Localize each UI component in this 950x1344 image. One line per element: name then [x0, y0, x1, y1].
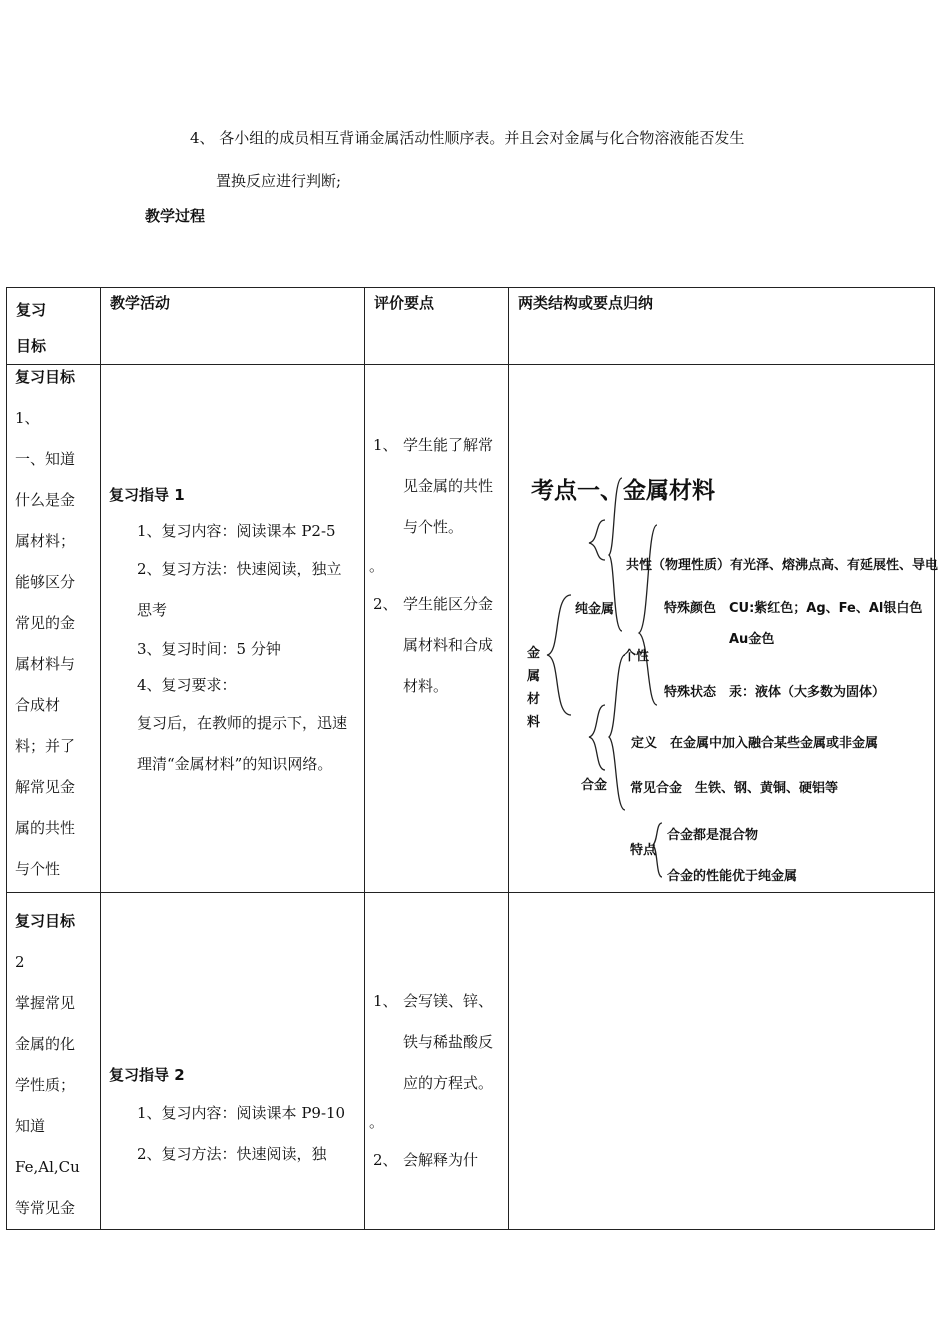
row2-goal-line: Fe,Al,Cu	[15, 1158, 80, 1176]
row1-goal-line: 常见的金	[15, 614, 76, 632]
row2-goal-line: 学性质；	[15, 1076, 76, 1094]
row1-goal-line: 合成材	[15, 696, 61, 714]
row2-activity-cell	[101, 893, 365, 1230]
row1-goal-line: 解常见金	[15, 778, 76, 796]
row1-goal-line: 什么是金	[15, 491, 76, 509]
intro-item-4-line2: 置换反应进行判断;	[216, 172, 342, 190]
row2-goal-line: 金属的化	[15, 1035, 76, 1053]
row2-goal-line: 等常见金	[15, 1199, 76, 1217]
row2-evaluation-cell	[365, 893, 509, 1230]
row2-eval-item: 1、 会写镁、锌、铁与稀盐酸反应的方程式。	[373, 992, 494, 1092]
diagram-individuality: 个性	[623, 649, 650, 664]
row1-eval-dot: 。	[369, 557, 385, 575]
row1-activity-cell	[101, 365, 365, 893]
row2-goal-line: 掌握常见	[15, 994, 76, 1012]
diagram-feature-2: 合金的性能优于纯金属	[667, 869, 798, 884]
row2-goal-line: 2	[15, 953, 25, 971]
diagram-special-color: 特殊颜色 CU:紫红色；Ag、Fe、Al银白色	[664, 601, 923, 616]
row1-goal-line: 属材料与	[15, 655, 76, 673]
row1-evaluation-cell	[365, 365, 509, 893]
row1-guide-item: 3、复习时间：5 分钟	[137, 640, 281, 658]
diagram-common-property: 共性（物理性质）有光泽、熔沸点高、有延展性、导电	[626, 558, 939, 573]
diagram-title: 考点一、金属材料	[531, 478, 715, 504]
row2-eval-item: 2、 会解释为什	[373, 1151, 479, 1169]
row1-goal-line: 料；并了	[15, 737, 76, 755]
header-summary: 两类结构或要点归纳	[509, 288, 935, 365]
row1-goal-cell	[7, 365, 101, 893]
diagram-pure-metal: 纯金属	[575, 602, 615, 617]
intro-item-4-line1: 4、 各小组的成员相互背诵金属活动性顺序表。并且会对金属与化合物溶液能否发生	[190, 129, 745, 147]
metal-materials-diagram	[509, 365, 939, 890]
row1-goal-line: 能够区分	[15, 573, 76, 591]
header-goal-line2: 目标	[16, 337, 47, 355]
row2-goal-line: 知道	[15, 1117, 46, 1135]
diagram-special-state: 特殊状态 汞：液体（大多数为固体）	[664, 685, 886, 700]
table-row	[7, 365, 935, 893]
row1-eval-item: 1、 学生能了解常见金属的共性与个性。	[373, 436, 494, 536]
diagram-alloy-features: 特点	[630, 843, 657, 858]
row2-guide-item: 2、复习方法：快速阅读，独	[137, 1145, 327, 1163]
row2-summary-cell	[509, 893, 935, 1230]
row2-goal-title: 复习目标	[15, 912, 76, 930]
row1-eval-item: 2、 学生能区分金属材料和合成材料。	[373, 595, 494, 695]
row2-goal-cell	[7, 893, 101, 1230]
row1-goal-line: 1、	[15, 409, 40, 427]
row1-guide-item: 2、复习方法：快速阅读，独立思考	[137, 560, 342, 619]
row1-guide-item: 1、复习内容：阅读课本 P2-5	[137, 522, 336, 540]
table-header-row	[7, 288, 935, 365]
section-title: 教学过程	[145, 207, 206, 225]
row1-goal-title: 复习目标	[15, 368, 76, 386]
row2-eval-dot: 。	[369, 1113, 385, 1131]
header-activity: 教学活动	[101, 288, 365, 365]
header-goal-line1: 复习	[16, 301, 47, 319]
row1-goal-line: 与个性	[15, 860, 61, 878]
row1-guide-item: 4、复习要求：	[137, 676, 237, 694]
row2-guide-title: 复习指导 2	[109, 1066, 185, 1084]
diagram-brackets	[509, 365, 934, 890]
row2-guide-item: 1、复习内容：阅读课本 P9-10	[137, 1104, 346, 1122]
row1-guide-item: 复习后，在教师的提示下，迅速理清“金属材料”的知识网络。	[137, 714, 348, 773]
row1-goal-line: 属材料；	[15, 532, 76, 550]
diagram-root: 金 属 材 料	[527, 646, 541, 730]
diagram-alloy: 合金	[581, 778, 608, 793]
table-row	[7, 893, 935, 1230]
row1-guide-title: 复习指导 1	[109, 486, 185, 504]
lesson-table	[6, 287, 939, 1230]
row1-goal-line: 属的共性	[15, 819, 76, 837]
row1-goal-line: 一、知道	[15, 450, 76, 468]
header-goal	[7, 288, 101, 365]
header-evaluation: 评价要点	[365, 288, 509, 365]
row1-summary-cell	[509, 365, 939, 893]
diagram-common-alloys: 常见合金 生铁、钢、黄铜、硬铝等	[630, 781, 839, 796]
diagram-alloy-definition: 定义 在金属中加入融合某些金属或非金属	[631, 736, 879, 751]
diagram-feature-1: 合金都是混合物	[667, 828, 759, 843]
diagram-gold-color: Au金色	[729, 632, 775, 647]
